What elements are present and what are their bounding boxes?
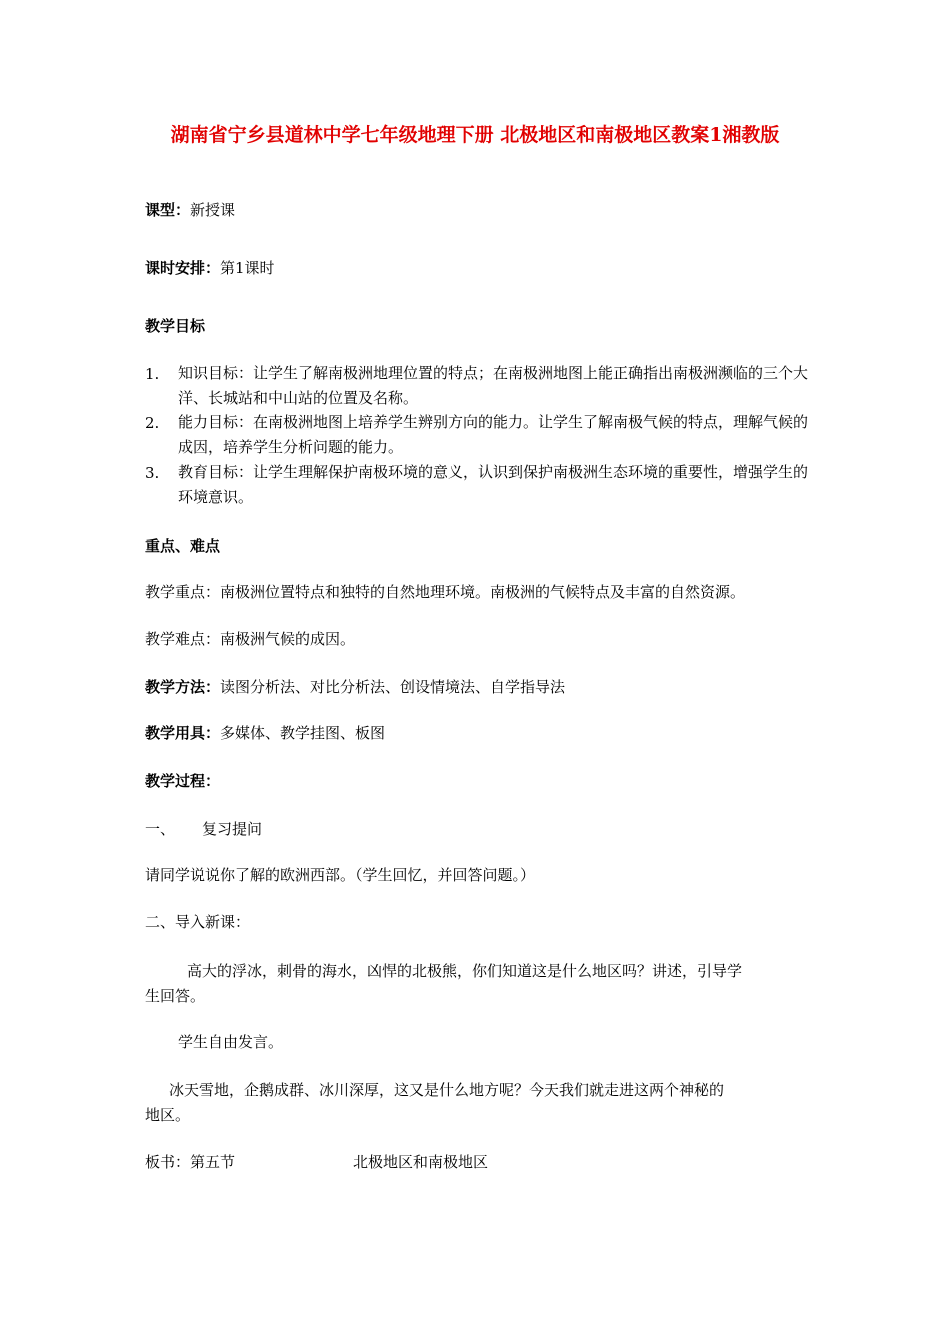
board-label: 板书：第五节 bbox=[145, 1153, 236, 1171]
schedule-label: 课时安排： bbox=[145, 259, 221, 277]
antarctic-paragraph-line: 冰天雪地，企鹅成群、冰川深厚，这又是什么地方呢？今天我们就走进这两个神秘的 bbox=[169, 1081, 725, 1099]
goal-text: 能力目标：在南极洲地图上培养学生辨别方向的能力。让学生了解南极气候的特点，理解气候的成因，培养学生分析问题的能力。 bbox=[178, 413, 809, 456]
key-point-text: 教学重点：南极洲位置特点和独特的自然地理环境。南极洲的气候特点及丰富的自然资源。 bbox=[145, 583, 746, 601]
schedule-value: 第1课时 bbox=[220, 259, 275, 277]
antarctic-paragraph-line: 地区。 bbox=[145, 1106, 191, 1124]
student-response-text: 学生自由发言。 bbox=[178, 1033, 284, 1051]
step-two-title: 二、导入新课： bbox=[145, 913, 251, 931]
step-one-number: 一、 bbox=[145, 820, 176, 838]
goal-text: 教育目标：让学生理解保护南极环境的意义，认识到保护南极洲生态环境的重要性，增强学生的环境意识。 bbox=[178, 463, 809, 506]
document-title: 湖南省宁乡县道林中学七年级地理下册 北极地区和南极地区教案1湘教版 bbox=[170, 124, 780, 146]
methods-label: 教学方法： bbox=[145, 678, 221, 696]
step-one-body: 请同学说说你了解的欧洲西部。（学生回忆，并回答问题。） bbox=[145, 866, 536, 884]
process-heading: 教学过程： bbox=[145, 772, 221, 790]
lesson-type-label: 课型： bbox=[145, 201, 191, 219]
difficult-point-text: 教学难点：南极洲气候的成因。 bbox=[145, 630, 356, 648]
key-points-heading: 重点、难点 bbox=[145, 537, 221, 555]
goal-number: 1. bbox=[145, 365, 160, 383]
goal-text: 知识目标：让学生了解南极洲地理位置的特点；在南极洲地图上能正确指出南极洲濒临的三个大洋、长城站和中山站的位置及名称。 bbox=[178, 364, 809, 407]
tools-label: 教学用具： bbox=[145, 724, 221, 742]
tools-line bbox=[145, 722, 385, 744]
lesson-type-line bbox=[145, 199, 235, 221]
goal-number: 2. bbox=[145, 414, 160, 432]
goals-heading: 教学目标 bbox=[145, 317, 206, 335]
tools-value: 多媒体、教学挂图、板图 bbox=[220, 724, 386, 742]
methods-value: 读图分析法、对比分析法、创设情境法、自学指导法 bbox=[220, 678, 566, 696]
intro-paragraph-line: 高大的浮冰，刺骨的海水，凶悍的北极熊，你们知道这是什么地区吗？讲述，引导学 bbox=[187, 962, 743, 980]
lesson-type-value: 新授课 bbox=[190, 201, 236, 219]
intro-paragraph-line: 生回答。 bbox=[145, 987, 206, 1005]
schedule-line bbox=[145, 257, 275, 279]
step-one-title: 复习提问 bbox=[202, 820, 263, 838]
methods-line bbox=[145, 676, 565, 698]
goal-number: 3. bbox=[145, 464, 160, 482]
board-value: 北极地区和南极地区 bbox=[353, 1153, 489, 1171]
